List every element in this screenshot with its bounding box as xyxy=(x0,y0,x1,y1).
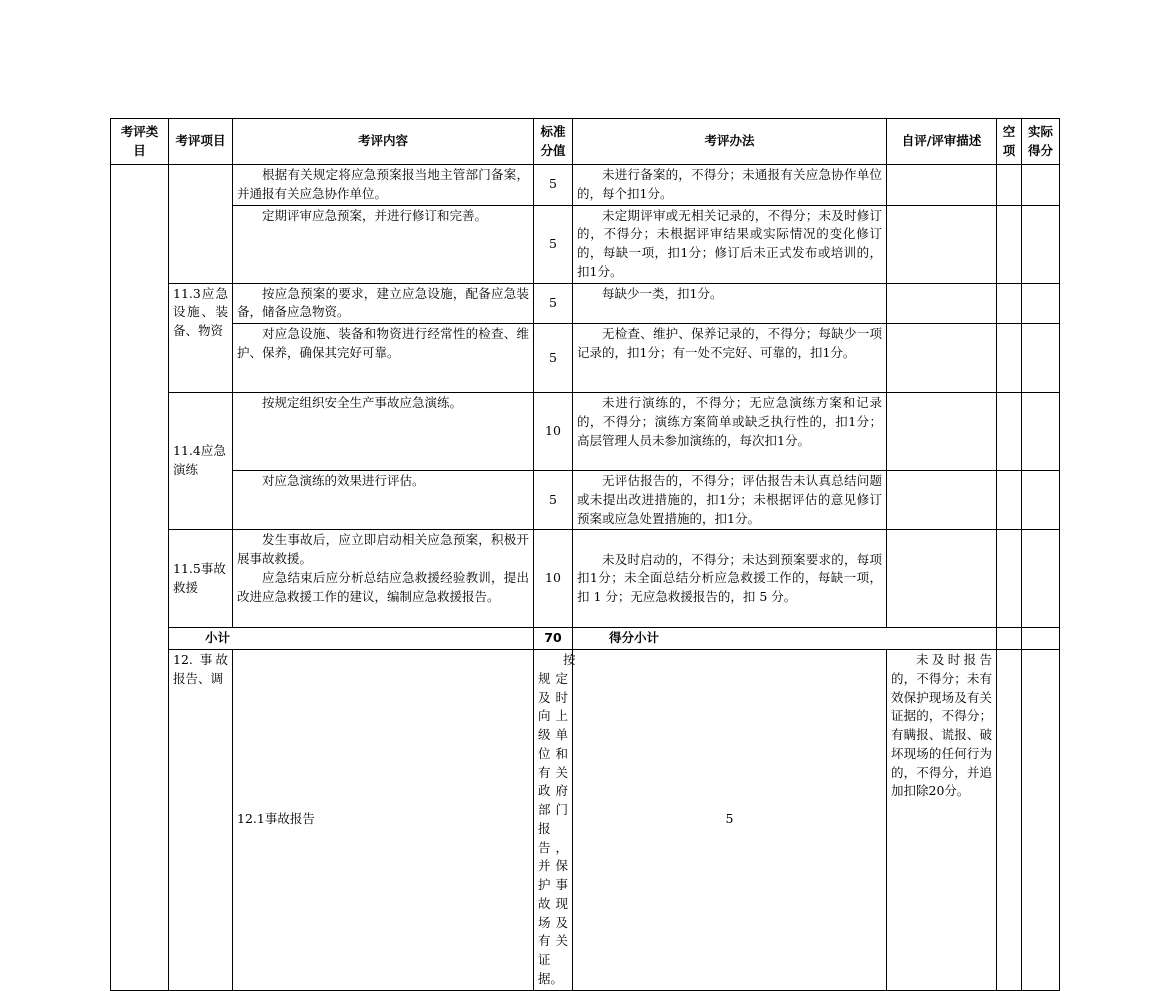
score-cell: 5 xyxy=(534,165,573,206)
table-row xyxy=(111,530,1060,628)
evaluation-table xyxy=(110,118,1060,991)
content-paragraph: 发生事故后，应立即启动相关应急预案，积极开展事故救援。 xyxy=(237,532,529,566)
header-category: 考评类目 xyxy=(111,119,169,165)
header-item: 考评项目 xyxy=(169,119,233,165)
table-row xyxy=(111,165,1060,206)
subtotal-score: 70 xyxy=(534,628,573,650)
header-method: 考评办法 xyxy=(573,119,887,165)
header-empty: 空项 xyxy=(997,119,1022,165)
method-cell: 未定期评审或无相关记录的，不得分；未及时修订的，不得分；未根据评审结果或实际情况的变化修订的，每缺一项，扣1分；修订后未正式发布或培训的，扣1分。 xyxy=(573,205,887,283)
actual-score-cell xyxy=(1022,165,1060,206)
empty-cell xyxy=(997,628,1022,650)
subtotal-method: 得分小计 xyxy=(573,628,997,650)
actual-score-cell xyxy=(1022,283,1060,324)
table-row xyxy=(111,205,1060,283)
header-actual: 实际得分 xyxy=(1022,119,1060,165)
method-cell xyxy=(573,530,887,628)
actual-score-cell xyxy=(1022,393,1060,471)
empty-cell xyxy=(1022,650,1060,991)
item-cell-11-2 xyxy=(169,165,233,284)
self-eval-cell xyxy=(887,393,997,471)
header-score: 标准分值 xyxy=(534,119,573,165)
actual-score-cell xyxy=(1022,324,1060,393)
self-eval-cell xyxy=(887,471,997,530)
self-eval-cell xyxy=(887,530,997,628)
self-eval-cell xyxy=(887,205,997,283)
header-row xyxy=(111,119,1060,165)
score-cell: 10 xyxy=(534,393,573,471)
subtotal-label: 小计 xyxy=(169,628,534,650)
content-cell: 对应急演练的效果进行评估。 xyxy=(233,471,534,530)
empty-cell xyxy=(997,324,1022,393)
score-cell: 5 xyxy=(534,471,573,530)
score-cell: 5 xyxy=(534,283,573,324)
header-content: 考评内容 xyxy=(233,119,534,165)
item-cell-11-4: 11.4应急演练 xyxy=(169,393,233,530)
item-cell-11-3: 11.3应急设施、装备、物资 xyxy=(169,283,233,393)
empty-cell xyxy=(997,283,1022,324)
table-row xyxy=(111,393,1060,471)
method-cell: 未进行演练的，不得分；无应急演练方案和记录的，不得分；演练方案简单或缺乏执行性的，扣1分；高层管理人员未参加演练的，每次扣1分。 xyxy=(573,393,887,471)
content-cell: 按应急预案的要求，建立应急设施，配备应急装备，储备应急物资。 xyxy=(233,283,534,324)
empty-cell xyxy=(997,471,1022,530)
score-cell: 10 xyxy=(534,530,573,628)
table-row xyxy=(111,324,1060,393)
method-cell: 每缺少一类，扣1分。 xyxy=(573,283,887,324)
self-eval-cell xyxy=(887,165,997,206)
content-cell: 对应急设施、装备和物资进行经常性的检查、维护、保养，确保其完好可靠。 xyxy=(233,324,534,393)
category-cell-12: 12. 事故报告、调 xyxy=(169,650,233,991)
score-cell: 5 xyxy=(534,205,573,283)
content-cell: 根据有关规定将应急预案报当地主管部门备案，并通报有关应急协作单位。 xyxy=(233,165,534,206)
empty-cell xyxy=(997,205,1022,283)
method-cell: 无评估报告的，不得分；评估报告未认真总结问题或未提出改进措施的，扣1分；未根据评估的意见修订预案或应急处置措施的，扣1分。 xyxy=(573,471,887,530)
self-eval-cell xyxy=(887,283,997,324)
self-eval-cell xyxy=(887,324,997,393)
table-row xyxy=(111,650,1060,991)
method-cell: 未及时报告的，不得分；未有效保护现场及有关证据的，不得分；有瞒报、谎报、破坏现场的任何行为的，不得分，并追加扣除20分。 xyxy=(887,650,997,991)
content-cell: 定期评审应急预案，并进行修订和完善。 xyxy=(233,205,534,283)
table-row xyxy=(111,471,1060,530)
actual-score-cell xyxy=(1022,628,1060,650)
self-eval-cell xyxy=(997,650,1022,991)
header-self-eval: 自评/评审描述 xyxy=(887,119,997,165)
method-cell: 未进行备案的，不得分；未通报有关应急协作单位的，每个扣1分。 xyxy=(573,165,887,206)
method-text: 未及时启动的，不得分；未达到预案要求的，每项扣1分；未全面总结分析应急救援工作的，每缺一项，扣 1 分；无应急救援报告的，扣 5 分。 xyxy=(577,551,882,605)
content-cell xyxy=(233,530,534,628)
evaluation-page xyxy=(110,118,1060,991)
empty-cell xyxy=(997,393,1022,471)
empty-cell xyxy=(997,165,1022,206)
item-cell-12-1: 12.1事故报告 xyxy=(233,650,534,991)
category-cell-11 xyxy=(111,165,169,991)
table-row xyxy=(111,283,1060,324)
score-cell: 5 xyxy=(573,650,887,991)
actual-score-cell xyxy=(1022,530,1060,628)
content-paragraph: 应急结束后应分析总结应急救援经验教训，提出改进应急救援工作的建议，编制应急救援报告。 xyxy=(237,569,529,604)
empty-cell xyxy=(997,530,1022,628)
actual-score-cell xyxy=(1022,205,1060,283)
subtotal-row xyxy=(111,628,1060,650)
actual-score-cell xyxy=(1022,471,1060,530)
content-cell: 按规定及时向上级单位和有关政府部门报告，并保护事故现场及有关证据。 xyxy=(534,650,573,991)
item-cell-11-5: 11.5事故救援 xyxy=(169,530,233,628)
score-cell: 5 xyxy=(534,324,573,393)
content-cell: 按规定组织安全生产事故应急演练。 xyxy=(233,393,534,471)
method-cell: 无检查、维护、保养记录的，不得分；每缺少一项记录的，扣1分；有一处不完好、可靠的，扣1分。 xyxy=(573,324,887,393)
